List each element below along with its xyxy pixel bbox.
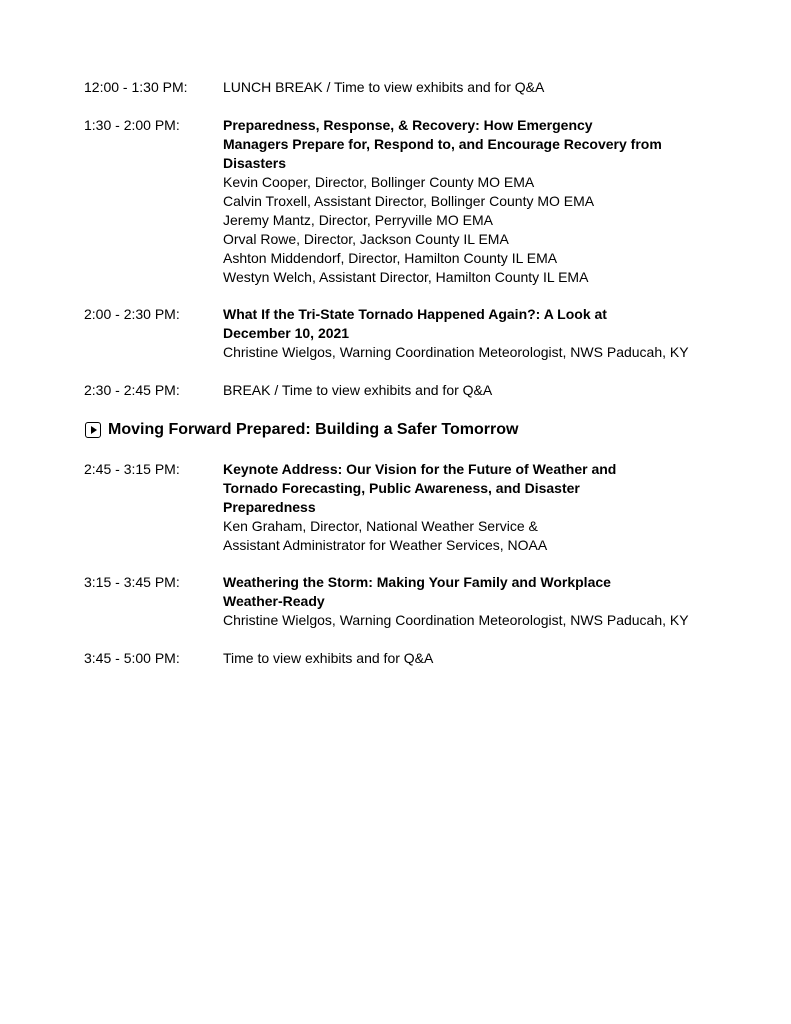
entry-title: Tornado Forecasting, Public Awareness, and Disaster xyxy=(223,480,580,496)
entry-body xyxy=(223,116,724,287)
entry-detail: Jeremy Mantz, Director, Perryville MO EMA xyxy=(223,212,493,228)
entry-detail: Ken Graham, Director, National Weather Service & xyxy=(223,518,538,534)
entry-title: Managers Prepare for, Respond to, and Encourage Recovery from xyxy=(223,136,662,152)
entry-detail: Kevin Cooper, Director, Bollinger County MO EMA xyxy=(223,174,535,190)
entry-detail: Christine Wielgos, Warning Coordination Meteorologist, NWS Paducah, KY xyxy=(223,612,689,628)
entry-time: 3:15 - 3:45 PM: xyxy=(84,574,180,590)
entry-title: What If the Tri-State Tornado Happened Again?: A Look at xyxy=(223,306,607,322)
entry-body xyxy=(223,649,724,668)
entry-title: Preparedness, Response, & Recovery: How Emergency xyxy=(223,117,593,133)
agenda-entry-weathering-the-storm xyxy=(84,573,724,630)
entry-detail: Ashton Middendorf, Director, Hamilton County IL EMA xyxy=(223,250,558,266)
entry-detail: Time to view exhibits and for Q&A xyxy=(223,650,434,666)
entry-detail: LUNCH BREAK / Time to view exhibits and for Q&A xyxy=(223,79,545,95)
entry-title: Weather-Ready xyxy=(223,593,325,609)
entry-detail: Assistant Administrator for Weather Services, NOAA xyxy=(223,537,548,553)
entry-body xyxy=(223,78,724,97)
entry-title: Preparedness xyxy=(223,499,316,515)
agenda-entry-tri-state-tornado xyxy=(84,305,724,362)
agenda-page xyxy=(84,78,724,668)
entry-time: 2:45 - 3:15 PM: xyxy=(84,461,180,477)
entry-body xyxy=(223,573,724,630)
agenda-entry-lunch xyxy=(84,78,724,97)
entry-time: 2:30 - 2:45 PM: xyxy=(84,382,180,398)
entry-detail: Calvin Troxell, Assistant Director, Bollinger County MO EMA xyxy=(223,193,595,209)
entry-title: Disasters xyxy=(223,155,287,171)
entry-body xyxy=(223,460,724,555)
entry-body xyxy=(223,305,724,362)
entry-title: Keynote Address: Our Vision for the Future of Weather and xyxy=(223,461,617,477)
entry-time: 3:45 - 5:00 PM: xyxy=(84,650,180,666)
play-icon xyxy=(85,422,101,438)
entry-detail: Westyn Welch, Assistant Director, Hamilton County IL EMA xyxy=(223,269,589,285)
agenda-entry-keynote xyxy=(84,460,724,555)
entry-time: 2:00 - 2:30 PM: xyxy=(84,306,180,322)
entry-detail: Christine Wielgos, Warning Coordination Meteorologist, NWS Paducah, KY xyxy=(223,344,689,360)
entry-detail: BREAK / Time to view exhibits and for Q&A xyxy=(223,382,493,398)
entry-time: 12:00 - 1:30 PM: xyxy=(84,79,188,95)
section-heading xyxy=(84,420,724,440)
agenda-entry-preparedness-panel xyxy=(84,116,724,287)
agenda-entry-exhibits xyxy=(84,649,724,668)
entry-detail: Orval Rowe, Director, Jackson County IL EMA xyxy=(223,231,509,247)
section-heading-text: Moving Forward Prepared: Building a Safer Tomorrow xyxy=(108,421,519,438)
agenda-entry-break xyxy=(84,381,724,400)
entry-title: December 10, 2021 xyxy=(223,325,350,341)
entry-title: Weathering the Storm: Making Your Family and Workplace xyxy=(223,574,611,590)
entry-body xyxy=(223,381,724,400)
entry-time: 1:30 - 2:00 PM: xyxy=(84,117,180,133)
